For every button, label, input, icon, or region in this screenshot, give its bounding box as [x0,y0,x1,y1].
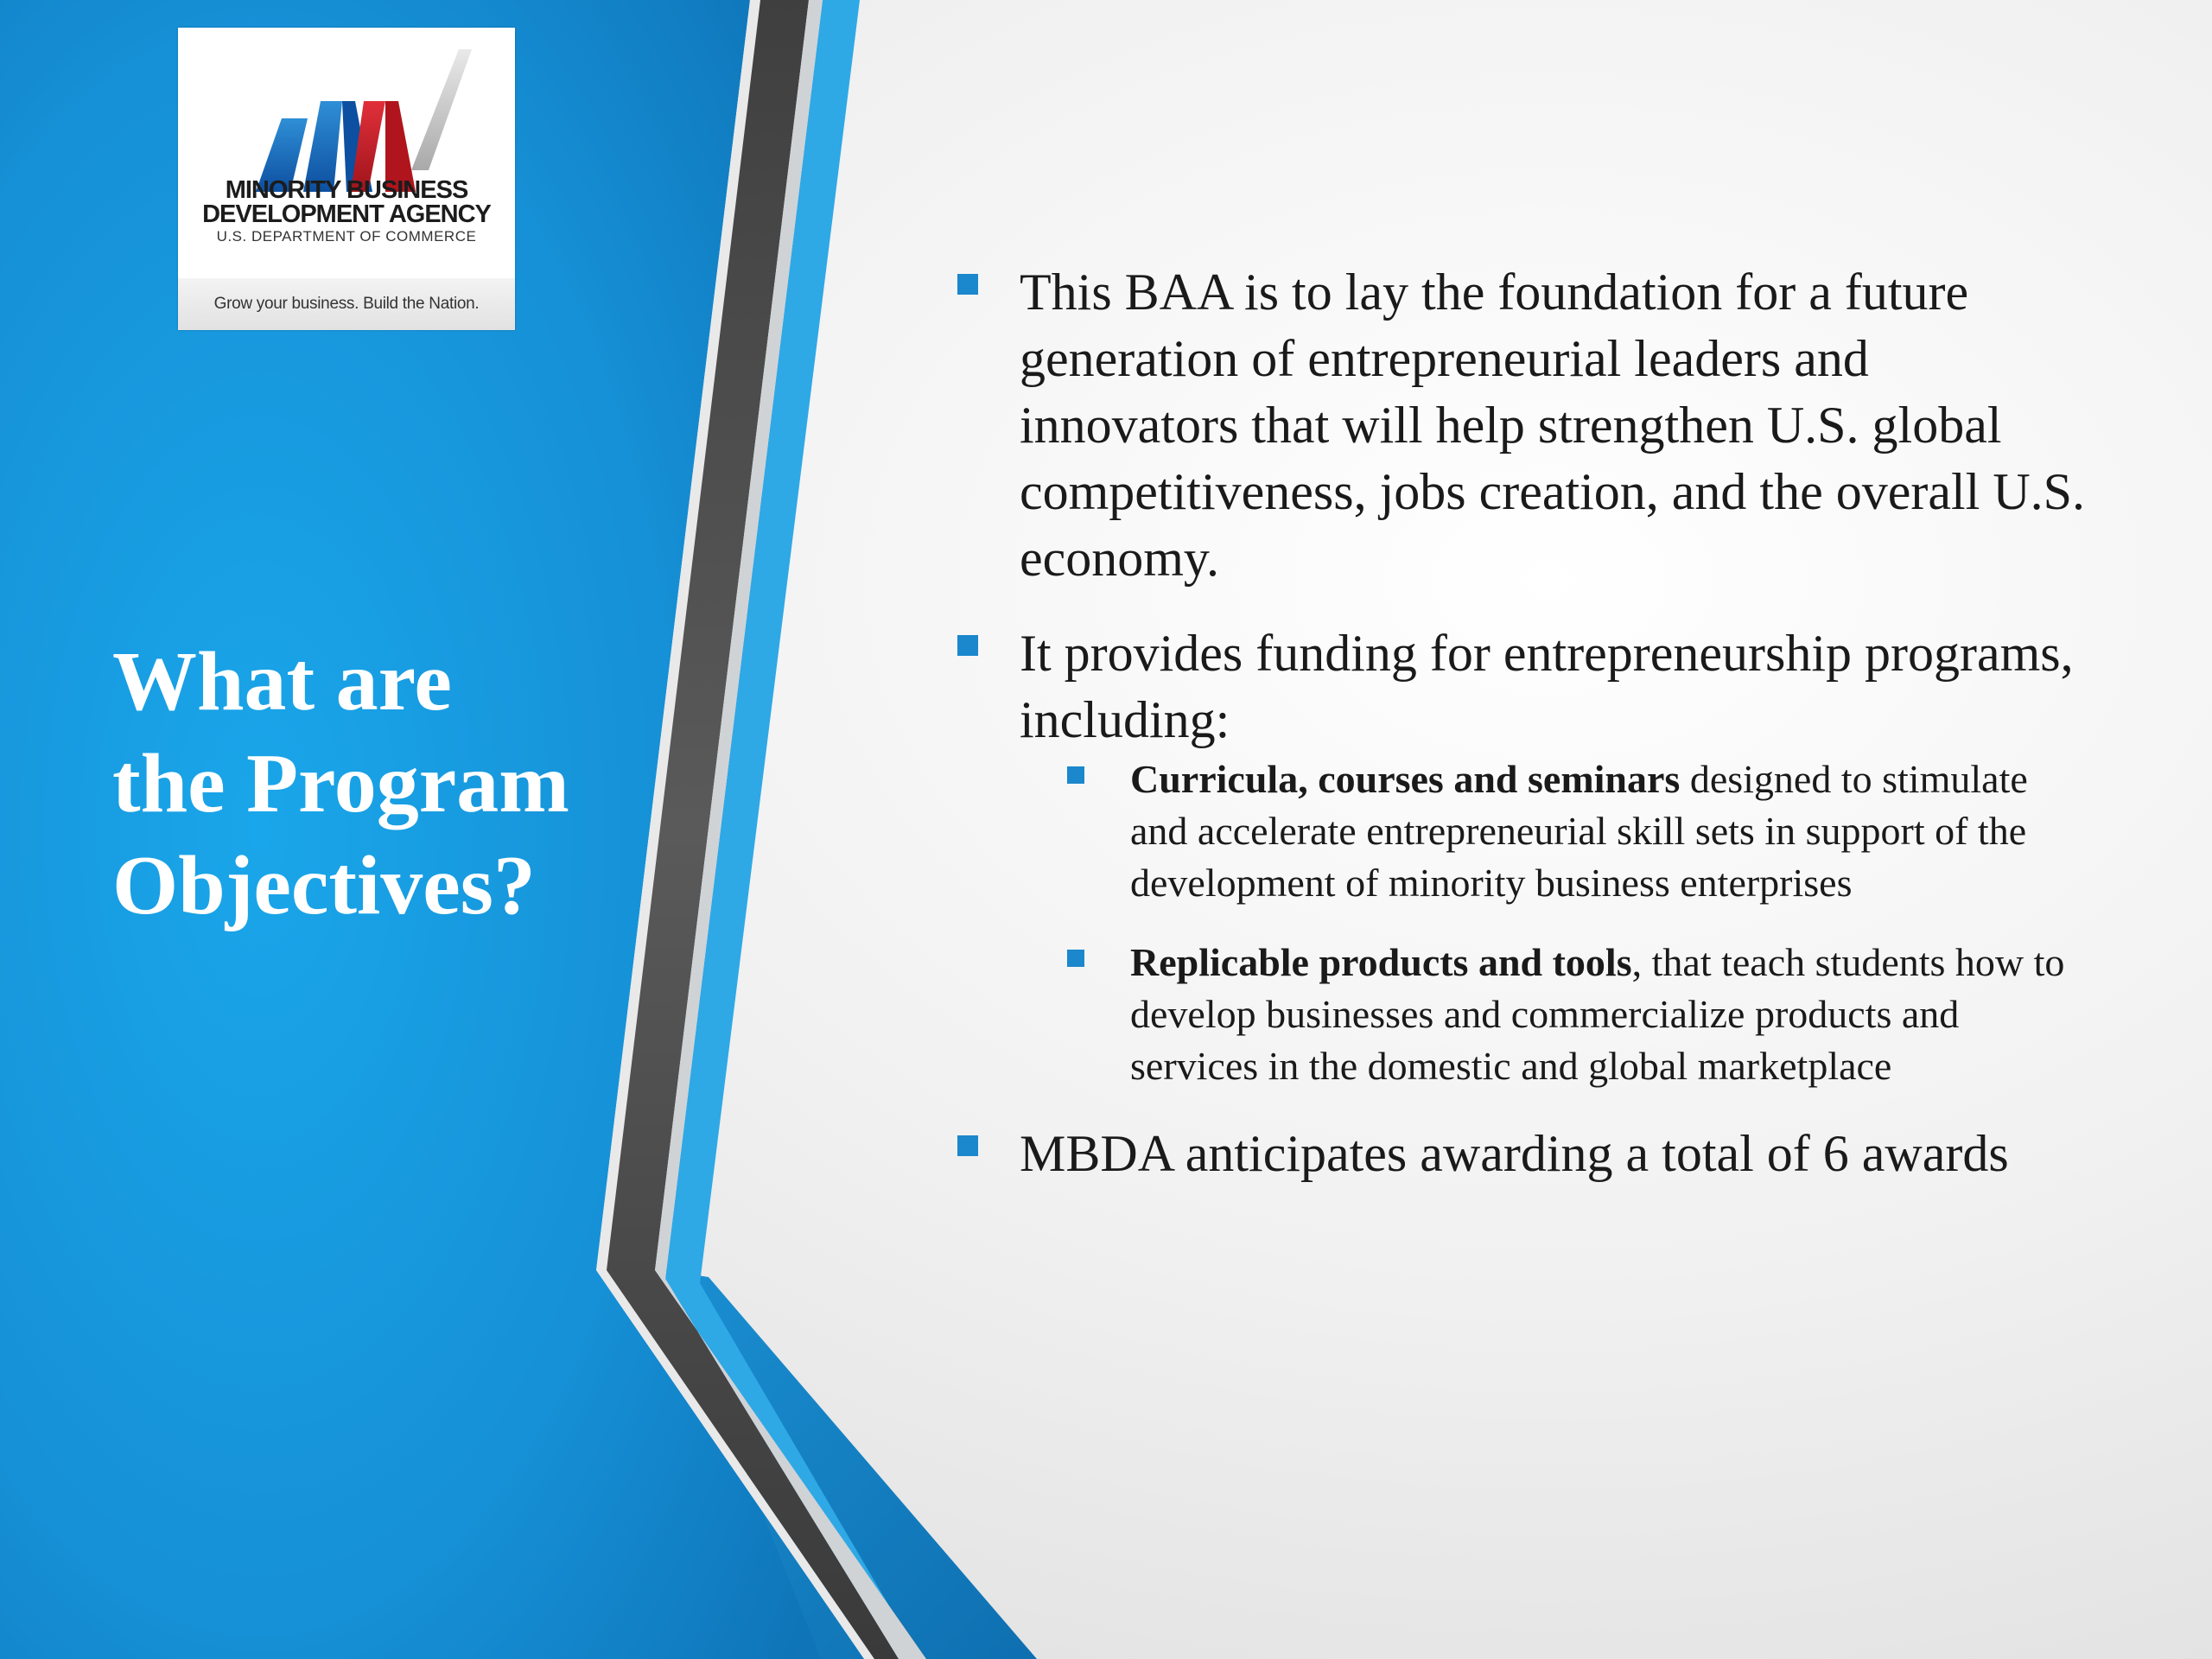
mbda-logo-mark-icon [256,49,472,196]
sub-bullet-text: , that teach students how to develop businesses and commercialize products and services in the domestic and global marketplace [1130,940,2065,1088]
slide-title-line3: Objectives? [112,839,536,932]
bullet-text: It provides funding for entrepreneurship programs, including: [1020,625,2074,748]
square-bullet-icon [957,635,978,656]
sub-bullet-item [1020,753,2091,909]
bullet-item [950,1121,2091,1187]
bullet-list [950,259,2091,1187]
logo-department: U.S. DEPARTMENT OF COMMERCE [216,228,477,245]
sub-bullet-bold-text: Curricula, courses and seminars [1130,757,1681,801]
square-bullet-icon [1067,950,1084,967]
slide-title [112,631,613,937]
logo-name-line2: DEVELOPMENT AGENCY [202,200,491,228]
bullet-item [950,259,2091,592]
bullet-content [950,259,2091,1216]
square-bullet-icon [957,1135,978,1156]
square-bullet-icon [1067,766,1084,784]
logo-tagline: Grow your business. Build the Nation. [178,278,515,330]
logo-name-line1: MINORITY BUSINESS [225,176,468,204]
mbda-logo [178,28,515,330]
sub-bullet-item [1020,937,2091,1092]
square-bullet-icon [957,274,978,295]
bullet-text: MBDA anticipates awarding a total of 6 awards [1020,1125,2009,1182]
slide-title-line1: What are [112,635,452,728]
slide-title-line2: the Program [112,737,569,830]
sub-bullet-text: designed to stimulate and accelerate entrepreneurial skill sets in support of the development of minority business enterprises [1130,757,2028,905]
sub-bullet-list [1020,753,2091,1092]
bullet-item [950,620,2091,1092]
sub-bullet-bold-text: Replicable products and tools [1130,940,1632,984]
bullet-text: This BAA is to lay the foundation for a future generation of entrepreneurial leaders and innovators that will help strengthen U.S. global competitiveness, jobs creation, and the overall U.S. economy. [1020,264,2086,587]
